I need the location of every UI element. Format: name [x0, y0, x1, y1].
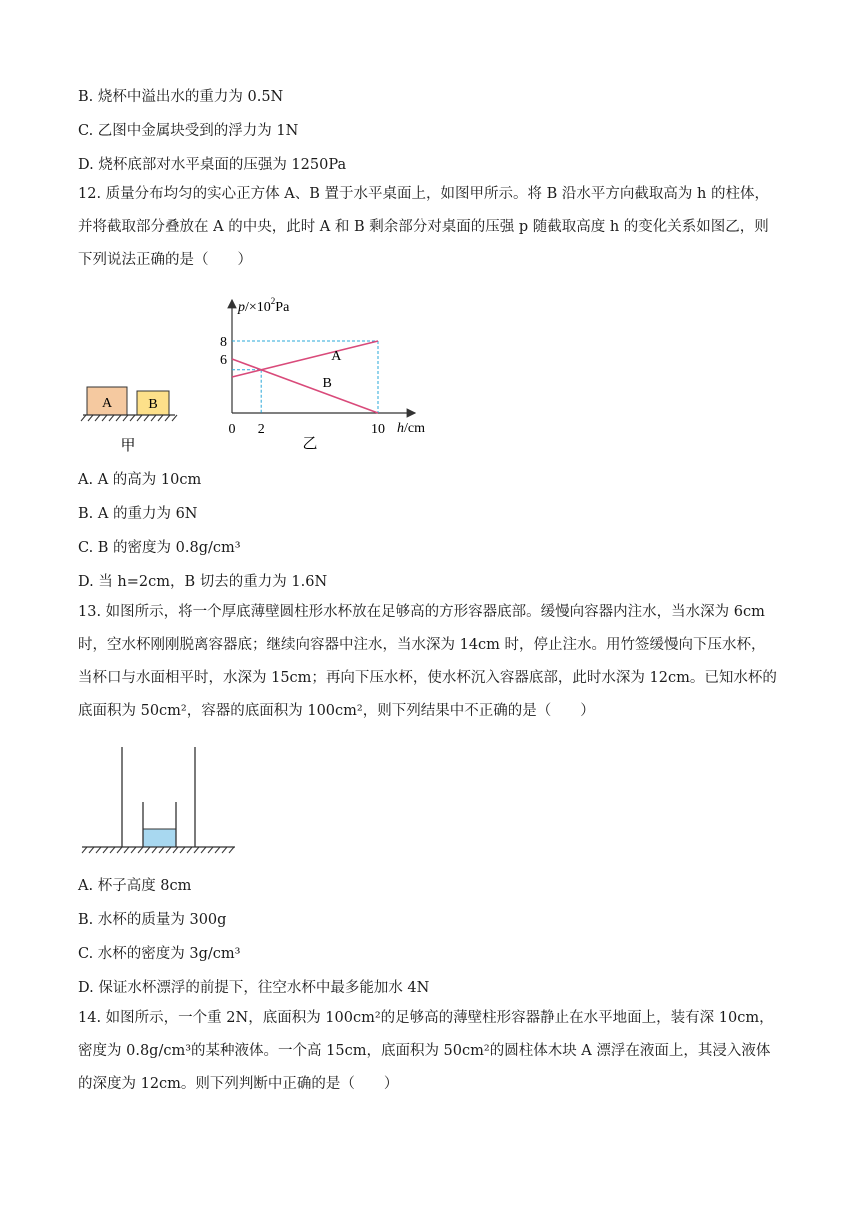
line-b-label: B [322, 375, 332, 391]
x-tick-label-10: 10 [371, 422, 385, 437]
figure-yi-caption: 乙 [302, 436, 318, 452]
q13-option-c: C. 水杯的密度为 3g/cm³ [78, 946, 241, 962]
y-tick-label-8: 8 [220, 335, 227, 350]
q13-option-d: D. 保证水杯漂浮的前提下，往空水杯中最多能加水 4N [78, 980, 430, 996]
x-tick-label-0: 0 [228, 422, 236, 437]
cube-a-label: A [101, 396, 113, 411]
q12-option-a: A. A 的高为 10cm [78, 472, 202, 488]
q12-option-b: B. A 的重力为 6N [78, 506, 198, 522]
q13-option-b: B. 水杯的质量为 300g [78, 912, 227, 928]
line-a-label: A [331, 348, 342, 364]
cube-b-label: B [148, 397, 158, 412]
ground-hatch [81, 415, 177, 421]
series-lines [232, 341, 378, 413]
q12-option-c: C. B 的密度为 0.8g/cm³ [78, 540, 241, 556]
y-axis-label: $p/\times 10^2Pa$ [238, 296, 290, 315]
q11-option-d: D. 烧杯底部对水平桌面的压强为 1250Pa [78, 157, 347, 173]
q12-option-d: D. 当 h=2cm，B 切去的重力为 1.6N [78, 574, 328, 590]
q11-option-c: C. 乙图中金属块受到的浮力为 1N [78, 123, 299, 139]
series-line-b [232, 359, 378, 413]
q13-option-a: A. 杯子高度 8cm [78, 878, 192, 894]
figure-yi-chart [210, 290, 440, 455]
q13-stem: 13. 如图所示，将一个厚底薄壁圆柱形水杯放在足够高的方形容器底部。缓慢向容器内注水，当水深为 6cm 时，空水杯刚刚脱离容器底；继续向容器中注水，当水深为 14cm 时，停止注水。用竹签缓慢向下压水杯，当杯口与水面相平时，水深为 15cm；再向下压水杯，使水杯沉入容器底部，此时水深为 12cm。已知水杯的底面积为 50cm²，容器的底面积为 100cm²，则下列结果中不正确的是（ ） [78, 604, 777, 719]
q12-stem: 12. 质量分布均匀的实心正方体 A、B 置于水平桌面上，如图甲所示。将 B 沿水平方向截取高为 h 的柱体，并将截取部分叠放在 A 的中央，此时 A 和 B 剩余部分对桌面的压强 p 随截取高度 h 的变化关系如图乙，则下列说法正确的是（ ） [78, 186, 769, 268]
ground-hatch [82, 847, 234, 853]
cup-water [143, 829, 176, 847]
figure-jia-caption: 甲 [120, 438, 136, 454]
x-tick-label-2: 2 [257, 422, 265, 437]
x-axis-label: h/cm [397, 421, 425, 436]
figure-q13-container [80, 742, 240, 862]
q11-option-b: B. 烧杯中溢出水的重力为 0.5N [78, 89, 284, 105]
guide-lines [232, 341, 378, 413]
y-tick-label-6: 6 [220, 353, 227, 368]
q14-stem: 14. 如图所示，一个重 2N，底面积为 100cm²的足够高的薄壁柱形容器静止在水平地面上，装有深 10cm，密度为 0.8g/cm³的某种液体。一个高 15cm，底面积为 50cm²的圆柱体木块 A 漂浮在液面上，其浸入液体的深度为 12cm。则下列判断中正确的是（ ） [78, 1010, 774, 1092]
series-line-a [232, 341, 378, 377]
figure-jia [80, 380, 190, 460]
